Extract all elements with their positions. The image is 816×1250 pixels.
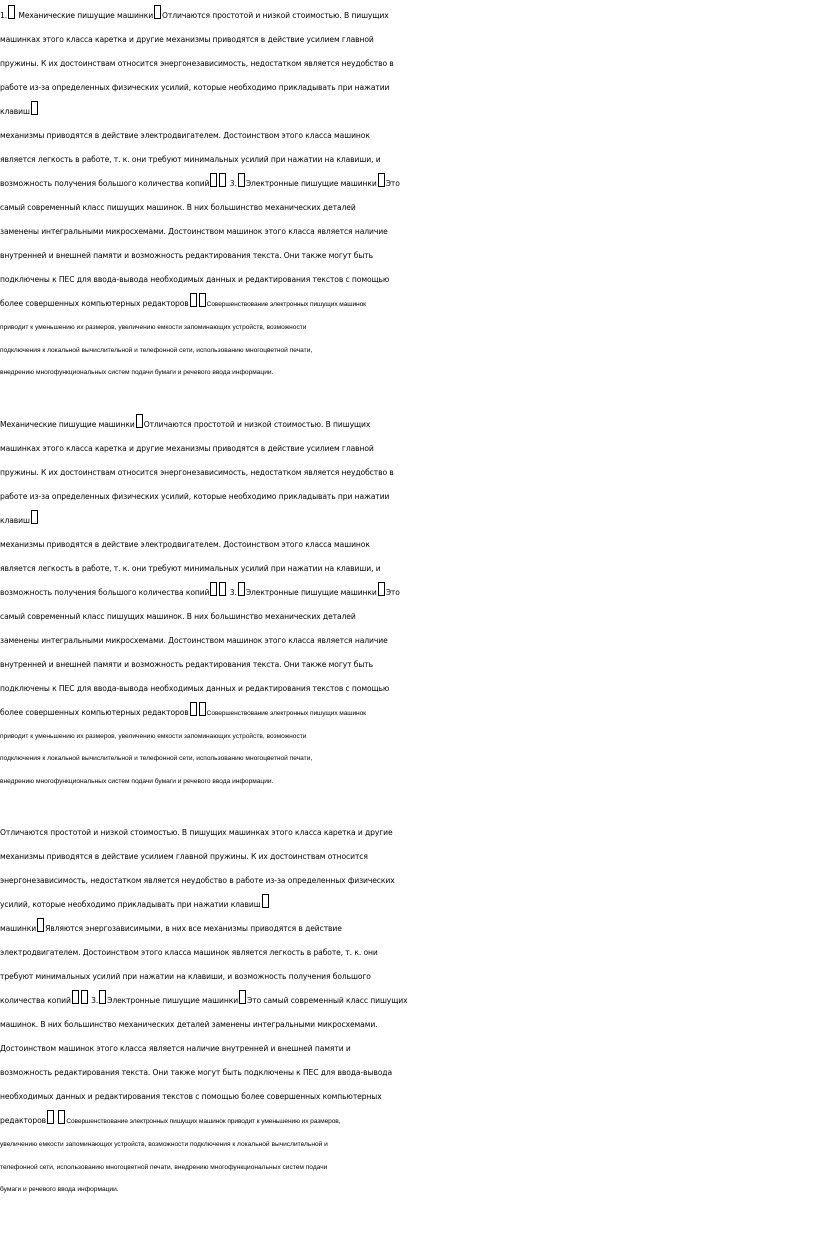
text-run: самый современный класс пишущих машинок. В них большинство механических деталей xyxy=(0,203,356,212)
text-run xyxy=(55,1116,57,1125)
text-run: Совершенствование электронных пишущих машинок xyxy=(206,301,366,308)
missing-glyph-icon xyxy=(239,990,246,1004)
text-run: Являются энергозависимыми, в них все механизмы приводятся в действие xyxy=(45,924,342,933)
text-line xyxy=(0,533,806,557)
text-line xyxy=(0,917,806,941)
text-line xyxy=(0,893,806,917)
text-line xyxy=(0,557,806,581)
text-line xyxy=(0,4,806,28)
text-line xyxy=(0,748,806,771)
missing-glyph-icon xyxy=(210,173,217,187)
text-run: работе из-за определенных физических усилий, которые необходимо прикладывать при нажатии xyxy=(0,491,390,501)
paragraph xyxy=(0,413,806,794)
text-line xyxy=(0,1179,806,1202)
missing-glyph-icon xyxy=(47,1110,54,1124)
text-line xyxy=(0,172,806,196)
text-run: внедрению многофункциональных систем подачи бумаги и речевого ввода информации. xyxy=(0,777,274,785)
text-run: работе из-за определенных физических усилий, которые необходимо прикладывать при нажатии xyxy=(0,83,390,92)
missing-glyph-icon xyxy=(136,414,143,428)
text-line xyxy=(0,509,806,533)
text-line xyxy=(0,629,806,653)
text-run: возможность редактирования текста. Они также могут быть подключены к ПЕС для ввода-вывода xyxy=(0,1068,392,1077)
text-line xyxy=(0,1037,806,1061)
document-body xyxy=(0,4,806,1202)
text-run: Это самый современный класс пишущих xyxy=(247,996,408,1005)
text-line xyxy=(0,845,806,869)
text-run: Отличаются простотой и низкой стоимостью. В пишущих xyxy=(143,419,371,429)
text-line xyxy=(0,821,806,845)
text-line xyxy=(0,292,806,317)
text-line xyxy=(0,268,806,292)
text-run: Совершенствование электронных пишущих машинок xyxy=(206,709,366,717)
missing-glyph-icon xyxy=(37,918,44,932)
text-line xyxy=(0,340,806,363)
text-run: внедрению многофункциональных систем подачи бумаги и речевого ввода информации. xyxy=(0,369,274,376)
text-run: машинках этого класса каретка и другие механизмы приводятся в действие усилием главной xyxy=(0,443,374,453)
text-run: механизмы приводятся в действие усилием главной пружины. К их достоинствам относится xyxy=(0,852,368,861)
missing-glyph-icon xyxy=(31,510,38,524)
text-run: механизмы приводятся в действие электродвигателем. Достоинством этого класса машинок xyxy=(0,539,370,549)
text-run: Отличаются простотой и низкой стоимостью. В пишущих xyxy=(162,11,389,20)
text-run: подключены к ПЕС для ввода-вывода необходимых данных и редактирования текстов с помощью xyxy=(0,275,390,284)
text-run: Электронные пишущие машинки xyxy=(245,587,377,597)
text-run: является легкость в работе, т. к. они требуют минимальных усилий при нажатии на клавиши, и xyxy=(0,563,381,573)
text-line xyxy=(0,701,806,726)
text-run: подключены к ПЕС для ввода-вывода необходимых данных и редактирования текстов с помощью xyxy=(0,683,390,693)
text-line xyxy=(0,100,806,124)
text-line xyxy=(0,1085,806,1109)
text-line xyxy=(0,581,806,605)
text-run: приводит к уменьшению их размеров, увеличению емкости запоминающих устройств, возможности xyxy=(0,732,307,740)
missing-glyph-icon xyxy=(262,894,269,908)
text-run: пружины. К их достоинствам относится энергонезависимость, недостатком является неудобство в xyxy=(0,59,394,68)
missing-glyph-icon xyxy=(81,990,88,1004)
missing-glyph-icon xyxy=(238,582,245,596)
text-line xyxy=(0,965,806,989)
text-run: Механические пишущие машинки xyxy=(16,11,154,20)
text-line xyxy=(0,726,806,749)
text-run: подключения к локальной вычислительной и телефонной сети, использованию многоцветной печати, xyxy=(0,346,313,354)
text-run: клавиш xyxy=(0,515,30,525)
missing-glyph-icon xyxy=(199,293,206,307)
text-run: более совершенных компьютерных редакторов xyxy=(0,707,189,717)
paragraph xyxy=(0,821,806,1202)
text-line xyxy=(0,52,806,76)
text-run: редакторов xyxy=(0,1116,46,1125)
text-run: механизмы приводятся в действие электродвигателем. Достоинством этого класса машинок xyxy=(0,131,370,140)
missing-glyph-icon xyxy=(154,5,161,19)
text-line xyxy=(0,148,806,172)
text-run: требуют минимальных усилий при нажатии на клавиши, и возможность получения большого xyxy=(0,972,371,981)
text-line xyxy=(0,1157,806,1180)
text-run: заменены интегральными микросхемами. Достоинством машинок этого класса является наличие xyxy=(0,227,388,236)
text-line xyxy=(0,362,806,385)
text-line xyxy=(0,437,806,461)
text-line xyxy=(0,1013,806,1037)
text-run: энергонезависимость, недостатком является неудобство в работе из-за определенных физических xyxy=(0,876,395,885)
text-run: Это xyxy=(385,587,400,597)
paragraph xyxy=(0,4,806,385)
text-run: приводит к уменьшению их размеров, увеличению емкости запоминающих устройств, возможности xyxy=(0,324,307,331)
missing-glyph-icon xyxy=(378,582,385,596)
text-run: 3. xyxy=(88,996,99,1005)
text-run: заменены интегральными микросхемами. Достоинством машинок этого класса является наличие xyxy=(0,635,388,645)
text-run: подключения к локальной вычислительной и телефонной сети, использованию многоцветной печати, xyxy=(0,755,313,762)
text-run: более совершенных компьютерных редакторов xyxy=(0,299,189,308)
missing-glyph-icon xyxy=(72,990,79,1004)
text-run: телефонной сети, использованию многоцветной печати, внедрению многофункциональных систем подачи xyxy=(0,1163,328,1171)
text-run: бумаги и речевого ввода информации. xyxy=(0,1186,119,1193)
missing-glyph-icon xyxy=(190,293,197,307)
text-line xyxy=(0,413,806,437)
text-run: количества копий xyxy=(0,996,71,1005)
text-run: внутренней и внешней памяти и возможность редактирования текста. Они также могут быть xyxy=(0,659,373,669)
missing-glyph-icon xyxy=(190,702,197,716)
text-run: внутренней и внешней памяти и возможность редактирования текста. Они также могут быть xyxy=(0,251,373,260)
text-line xyxy=(0,461,806,485)
text-run: машинки xyxy=(0,924,37,933)
text-run: пружины. К их достоинствам относится энергонезависимость, недостатком является неудобство в xyxy=(0,467,394,477)
text-run: 3. xyxy=(227,587,237,597)
missing-glyph-icon xyxy=(58,1110,65,1124)
text-line xyxy=(0,485,806,509)
text-run: 1. xyxy=(0,11,8,20)
text-line xyxy=(0,1109,806,1134)
text-line xyxy=(0,605,806,629)
text-line xyxy=(0,989,806,1013)
text-run: возможность получения большого количества копий xyxy=(0,179,210,188)
text-line xyxy=(0,677,806,701)
text-line xyxy=(0,653,806,677)
missing-glyph-icon xyxy=(199,702,206,716)
missing-glyph-icon xyxy=(378,173,385,187)
text-run: является легкость в работе, т. к. они требуют минимальных усилий при нажатии на клавиши, и xyxy=(0,155,381,164)
text-run: Совершенствование электронных пишущих машинок приводит к уменьшению их размеров, xyxy=(66,1118,341,1125)
missing-glyph-icon xyxy=(219,582,226,596)
text-run: Это xyxy=(385,179,400,188)
text-run: машинках этого класса каретка и другие механизмы приводятся в действие усилием главной xyxy=(0,35,374,44)
text-line xyxy=(0,869,806,893)
text-run: Электронные пишущие машинки xyxy=(245,179,377,188)
text-run: самый современный класс пишущих машинок. В них большинство механических деталей xyxy=(0,611,356,621)
text-line xyxy=(0,196,806,220)
text-line xyxy=(0,1061,806,1085)
text-line xyxy=(0,317,806,340)
text-run: Механические пишущие машинки xyxy=(0,419,135,429)
text-line xyxy=(0,124,806,148)
text-line xyxy=(0,244,806,268)
missing-glyph-icon xyxy=(238,173,245,187)
text-run: 3. xyxy=(227,179,237,188)
text-run: возможность получения большого количества копий xyxy=(0,587,210,597)
text-line xyxy=(0,941,806,965)
text-line xyxy=(0,771,806,794)
text-line xyxy=(0,220,806,244)
text-line xyxy=(0,1134,806,1157)
text-run: усилий, которые необходимо прикладывать при нажатии клавиш xyxy=(0,900,261,909)
missing-glyph-icon xyxy=(219,173,226,187)
text-run: машинок. В них большинство механических деталей заменены интегральными микросхемами. xyxy=(0,1020,378,1029)
text-line xyxy=(0,28,806,52)
missing-glyph-icon xyxy=(210,582,217,596)
text-run: Достоинством машинок этого класса является наличие внутренней и внешней памяти и xyxy=(0,1044,351,1053)
text-run: клавиш xyxy=(0,107,30,116)
text-run: Электронные пишущие машинки xyxy=(107,996,239,1005)
missing-glyph-icon xyxy=(99,990,106,1004)
missing-glyph-icon xyxy=(8,5,15,19)
text-run: необходимых данных и редактирования текстов с помощью более совершенных компьютерных xyxy=(0,1092,382,1101)
text-line xyxy=(0,76,806,100)
text-run: увеличению емкости запоминающих устройств, возможности подключения к локальной вычислительной и xyxy=(0,1141,328,1148)
missing-glyph-icon xyxy=(31,101,38,115)
text-run: электродвигателем. Достоинством этого класса машинок является легкость в работе, т. к. они xyxy=(0,948,378,957)
text-run: Отличаются простотой и низкой стоимостью. В пишущих машинках этого класса каретка и другие xyxy=(0,828,393,837)
